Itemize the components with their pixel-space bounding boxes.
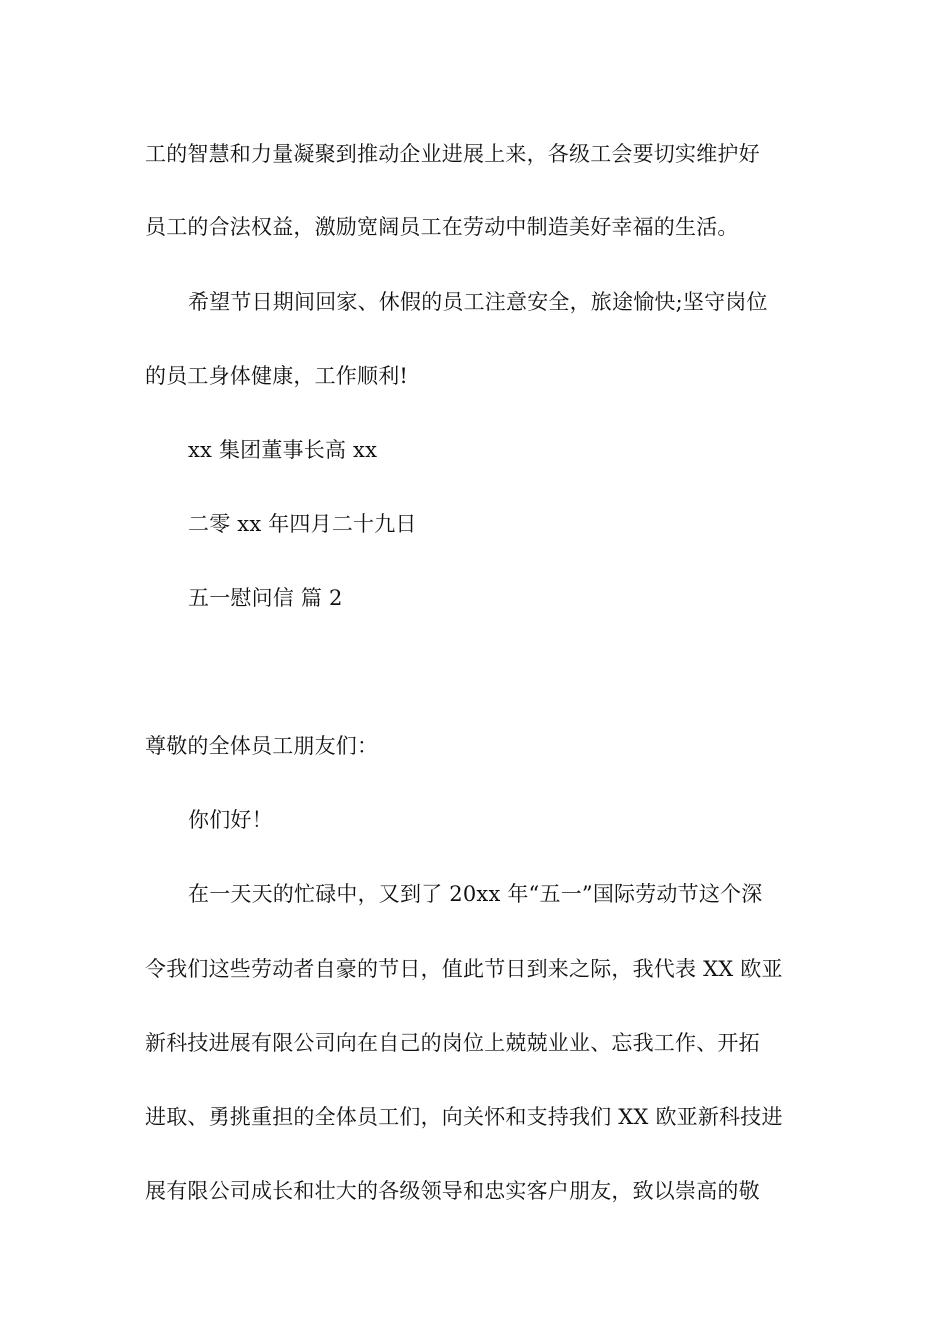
- paragraph-line-1: 工的智慧和力量凝聚到推动企业进展上来，各级工会要切实维护好: [145, 142, 760, 166]
- paragraph-line-6: 令我们这些劳动者自豪的节日，值此节日到来之际，我代表 XX 欧亚: [145, 957, 783, 981]
- paragraph-line-5: 在一天天的忙碌中，又到了 20xx 年“五一”国际劳动节这个深: [188, 882, 763, 906]
- greeting: 你们好！: [188, 808, 273, 832]
- signature-name: xx 集团董事长高 xx: [188, 438, 378, 462]
- paragraph-line-8: 进取、勇挑重担的全体员工们，向关怀和支持我们 XX 欧亚新科技进: [145, 1105, 783, 1129]
- salutation: 尊敬的全体员工朋友们：: [145, 734, 379, 758]
- paragraph-line-4: 的员工身体健康，工作顺利!: [145, 364, 409, 388]
- paragraph-line-3: 希望节日期间回家、休假的员工注意安全，旅途愉快;坚守岗位: [188, 290, 768, 314]
- paragraph-line-2: 员工的合法权益，激励宽阔员工在劳动中制造美好幸福的生活。: [145, 215, 739, 239]
- section-title: 五一慰问信 篇 2: [188, 586, 343, 610]
- signature-date: 二零 xx 年四月二十九日: [188, 512, 417, 536]
- paragraph-line-7: 新科技进展有限公司向在自己的岗位上兢兢业业、忘我工作、开拓: [145, 1031, 760, 1055]
- paragraph-line-9: 展有限公司成长和壮大的各级领导和忠实客户朋友，致以崇高的敬: [145, 1179, 760, 1203]
